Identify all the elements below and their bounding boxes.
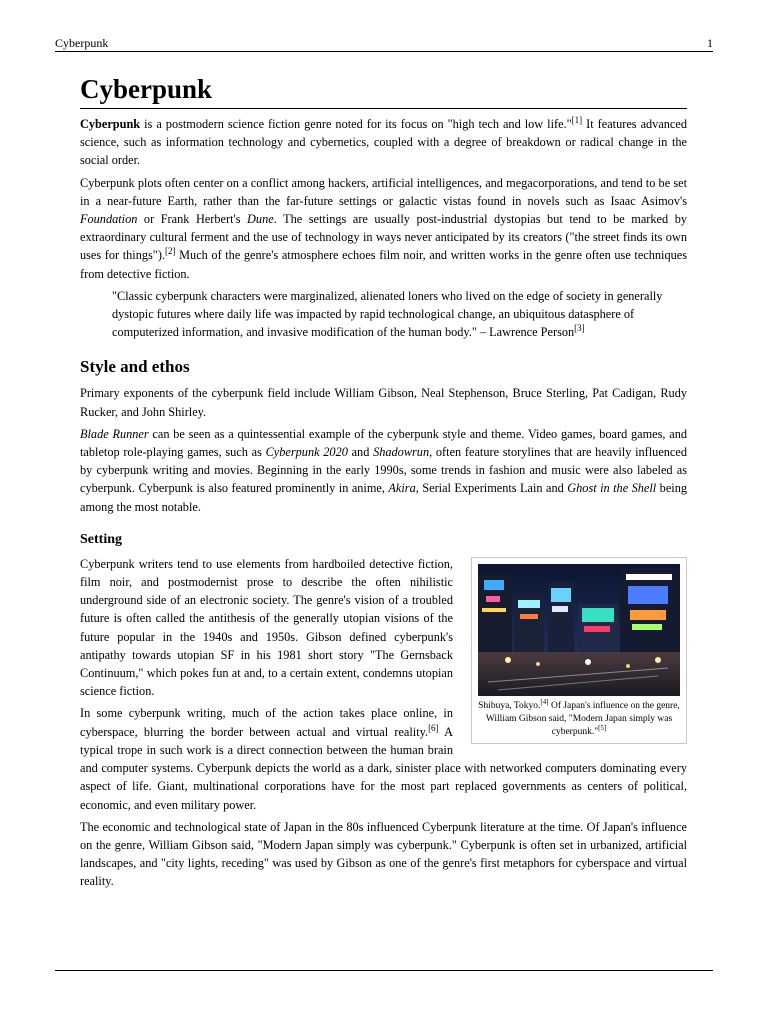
setting-paragraph-2: In some cyberpunk writing, much of the action takes place online, in cyberspace, blurring the border between actual and virtual reality.[6] A typical trope in such work is a direct connection between the human brain and computer systems. Cyberpunk depicts the world as a dark, sinister place with networked computers dominating every aspect of life. Giant, multinational corporations have for the most part replaced governments as centers of political, economic, and even military power. bbox=[80, 706, 687, 812]
footer-rule bbox=[55, 970, 713, 971]
work-title-shadowrun: Shadowrun bbox=[373, 445, 430, 460]
running-header bbox=[55, 36, 713, 52]
term-cyberpunk: Cyberpunk bbox=[80, 117, 141, 131]
work-title-foundation: Foundation bbox=[80, 212, 138, 227]
work-title-cyberpunk-2020: Cyberpunk 2020 bbox=[265, 445, 348, 460]
reference-link-4[interactable]: [4] bbox=[540, 697, 549, 706]
work-title-dune: Dune bbox=[247, 212, 274, 227]
work-title-blade-runner: Blade Runner bbox=[80, 426, 149, 441]
reference-link-1[interactable]: [1] bbox=[571, 115, 583, 125]
work-title-akira: Akira bbox=[388, 481, 416, 496]
figure-shibuya bbox=[471, 557, 687, 744]
reference-link-2[interactable]: [2] bbox=[165, 246, 176, 257]
shibuya-tokyo-photo[interactable] bbox=[478, 564, 680, 696]
section-heading-setting: Setting bbox=[80, 531, 122, 547]
style-paragraph-2: Blade Runner can be seen as a quintessential example of the cyberpunk style and theme. Video games, board games, and tabletop role-playing games, such as Cyberpunk 2020 and Shadowrun, often feature storylines that are heavily influenced by cyberpunk writing and movies. Beginning in the early 1990s, some trends in fashion and music were also labeled as cyberpunk. Cyberpunk is also featured prominently in anime, Akira, Serial Experiments Lain and Ghost in the Shell being among the most notable. bbox=[80, 426, 688, 514]
reference-link-3[interactable]: [3] bbox=[574, 323, 585, 334]
page-title: Cyberpunk bbox=[80, 72, 687, 109]
reference-link-6[interactable]: [6] bbox=[428, 722, 439, 733]
article-body bbox=[80, 72, 687, 895]
setting-paragraph-3: The economic and technological state of Japan in the 80s influenced Cyberpunk literature at the time. Of Japan's influence on the genre, William Gibson said, "Modern Japan simply was cyberpunk." Cyberpunk is often set in urbanized, artificial landscapes, and "city lights, receding" was used by Gibson as one of the genre's first metaphors for cyberspace and virtual reality. bbox=[80, 819, 687, 889]
page-number: 1 bbox=[707, 36, 713, 50]
section-heading-style-and-ethos: Style and ethos bbox=[80, 357, 190, 377]
intro-paragraph-1: Cyberpunk is a postmodern science fiction genre noted for its focus on "high tech and low life."[1] It features advanced science, such as information technology and cybernetics, coupled with a degree of breakdown or radical change in the social order. bbox=[80, 115, 687, 168]
figure-caption: Shibuya, Tokyo.[4] Of Japan's influence on the genre, William Gibson said, "Modern Japan simply was cyberpunk."[5] bbox=[478, 697, 680, 737]
running-header-title: Cyberpunk bbox=[55, 36, 109, 50]
style-paragraph-1: Primary exponents of the cyberpunk field include William Gibson, Neal Stephenson, Bruce Sterling, Pat Cadigan, Rudy Rucker, and John Shirley. bbox=[80, 386, 687, 419]
setting-paragraph-1: Cyberpunk writers tend to use elements from hardboiled detective fiction, film noir, and postmodernist prose to describe the often nihilistic underground side of an electronic society. The genre's vision of a troubled future is often called the antithesis of the generally utopian visions of the future popular in the 1940s and 1950s. Gibson defined cyberpunk's antipathy towards utopian SF in his 1981 short story "The Gernsback Continuum," which pokes fun at and, to a certain extent, condemns utopian science fiction. bbox=[80, 556, 453, 699]
block-quote: "Classic cyberpunk characters were marginalized, alienated loners who lived on the edge of society in generally dystopic futures where daily life was impacted by rapid technological change, an ubiquitous datasphere of computerized information, and invasive modification of the human body." – Lawrence Person[3] bbox=[112, 288, 663, 340]
work-title-ghost-in-the-shell: Ghost in the Shell bbox=[567, 481, 657, 496]
intro-paragraph-2: Cyberpunk plots often center on a conflict among hackers, artificial intelligences, and megacorporations, and tend to be set in a near-future Earth, rather than the far-future settings or galactic vistas found in novels such as Isaac Asimov's Foundation or Frank Herbert's Dune. The settings are usually post-industrial dystopias but tend to be marked by extraordinary cultural ferment and the use of technology in ways never anticipated by its creators ("the street finds its own uses for things").[2] Much of the genre's atmosphere echoes film noir, and written works in the genre often use techniques from detective fiction. bbox=[80, 175, 687, 281]
reference-link-5[interactable]: [5] bbox=[598, 723, 607, 732]
